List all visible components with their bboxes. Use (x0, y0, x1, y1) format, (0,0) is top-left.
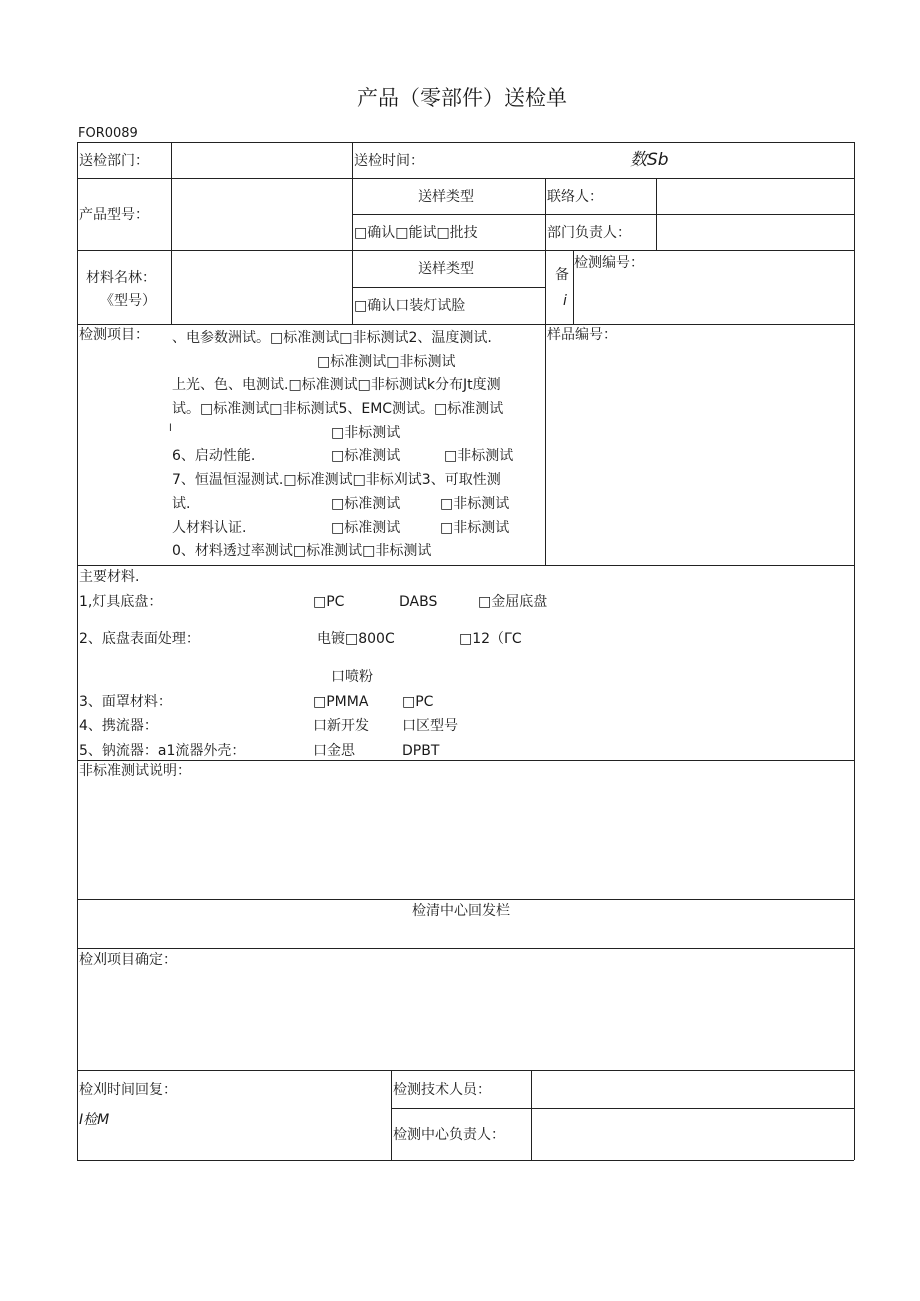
materials-heading: 主要材料. (79, 569, 140, 585)
dept-head-label: 部门负责人： (547, 225, 631, 241)
dept-field[interactable] (172, 143, 351, 177)
test-item-line: □非标测试 (440, 496, 510, 512)
reply-time-label: 检刈时间回复： (79, 1082, 177, 1098)
material-option[interactable]: 口区型号 (402, 718, 458, 734)
center-reply-title: 检清中心回发栏 (412, 903, 510, 919)
test-item-line: 人材料认证. (172, 520, 247, 536)
material-item-label: 4、携流器： (79, 718, 158, 734)
sample-number-label: 样品编号： (547, 327, 617, 343)
center-head-field[interactable] (532, 1109, 853, 1159)
test-item-line: 试. (172, 496, 191, 512)
confirm-items-label: 检刈项目确定： (79, 952, 177, 968)
sample-type-options[interactable]: □确认□能试□批技 (354, 225, 478, 241)
nonstandard-test-field[interactable] (78, 782, 853, 898)
test-item-line: □标准测试 (331, 496, 401, 512)
product-model-field[interactable] (172, 179, 351, 249)
tech-staff-field[interactable] (532, 1071, 853, 1107)
form-number: FOR0089 (78, 126, 138, 141)
material-item-label: 3、面罩材料： (79, 694, 172, 710)
test-item-line: 上光、色、电测试.□标准测试□非标测试k分布Jt度测 (172, 377, 501, 393)
material-option[interactable]: 电镀□800C (317, 631, 395, 647)
tech-staff-label: 检测技术人员： (393, 1082, 491, 1098)
material-item-label: 5、钠流器：a1流器外壳： (79, 743, 246, 759)
remark-char-2: i (563, 293, 567, 309)
test-number-label: 检测编号： (574, 255, 644, 271)
test-items-label: 检测项目： (79, 327, 149, 343)
confirm-items-field[interactable] (78, 972, 853, 1069)
material-option[interactable]: □PC (402, 694, 434, 710)
test-item-line: 7、恒温恒湿测试.□标准测试□非标刈试3、可取性测 (172, 472, 501, 488)
page-title: 产品（零部件）送检单 (357, 86, 567, 110)
center-head-label: 检测中心负责人： (393, 1127, 505, 1143)
send-time-label: 送检时间： (354, 153, 424, 169)
test-item-line: 0、材料透过率测试□标准测试□非标测试 (172, 543, 432, 559)
material-option[interactable]: DABS (399, 594, 438, 610)
material-option[interactable]: DPBT (402, 743, 440, 759)
material-option[interactable]: 口金思 (313, 743, 355, 759)
nonstandard-test-label: 非标准测试说明： (79, 763, 191, 779)
notes-label: I检M (79, 1112, 110, 1128)
test-item-line: □标准测试 (331, 448, 401, 464)
material-item-label: 1,灯具底盘： (79, 594, 163, 610)
material-option[interactable]: 口新开发 (313, 718, 369, 734)
material-option[interactable]: □PMMA (313, 694, 369, 710)
test-item-line: □非标测试 (444, 448, 514, 464)
material-option[interactable]: □PC (313, 594, 345, 610)
dept-head-field[interactable] (657, 215, 853, 249)
material-option[interactable]: □12（ΓC (459, 631, 522, 647)
sample-type-label-2: 送样类型 (418, 261, 474, 277)
material-item-label: 2、底盘表面处理： (79, 631, 200, 647)
contact-field[interactable] (657, 179, 853, 213)
material-option[interactable]: □金屈底盘 (478, 594, 548, 610)
test-item-line: 6、启动性能. (172, 448, 256, 464)
contact-label: 联络人： (547, 189, 603, 205)
sample-type-label: 送样类型 (418, 189, 474, 205)
test-item-line: □非标测试 (440, 520, 510, 536)
sample-type-options-2[interactable]: □确认口装灯试脸 (354, 298, 466, 314)
remark-char-1: 备 (555, 267, 569, 283)
material-model-label: 《型号） (100, 293, 156, 309)
test-item-line: □非标测试 (331, 425, 401, 441)
material-option[interactable]: 口喷粉 (331, 669, 373, 685)
test-item-line: □标准测试□非标测试 (317, 354, 456, 370)
test-item-line: 试。□标准测试□非标测试5、EMC测试。□标准测试 (172, 401, 504, 417)
product-model-label: 产品型号： (79, 207, 149, 223)
material-name-field[interactable] (172, 251, 351, 323)
test-item-line: □标准测试 (331, 520, 401, 536)
dept-label: 送检部门： (79, 153, 149, 169)
material-name-label: 材料名林： (86, 270, 156, 286)
test-item-line: l (169, 423, 172, 434)
test-item-line: 、电参数洲试。□标准测试□非标测试2、温度测试. (172, 330, 492, 346)
send-time-value: 数Sb (630, 150, 669, 170)
